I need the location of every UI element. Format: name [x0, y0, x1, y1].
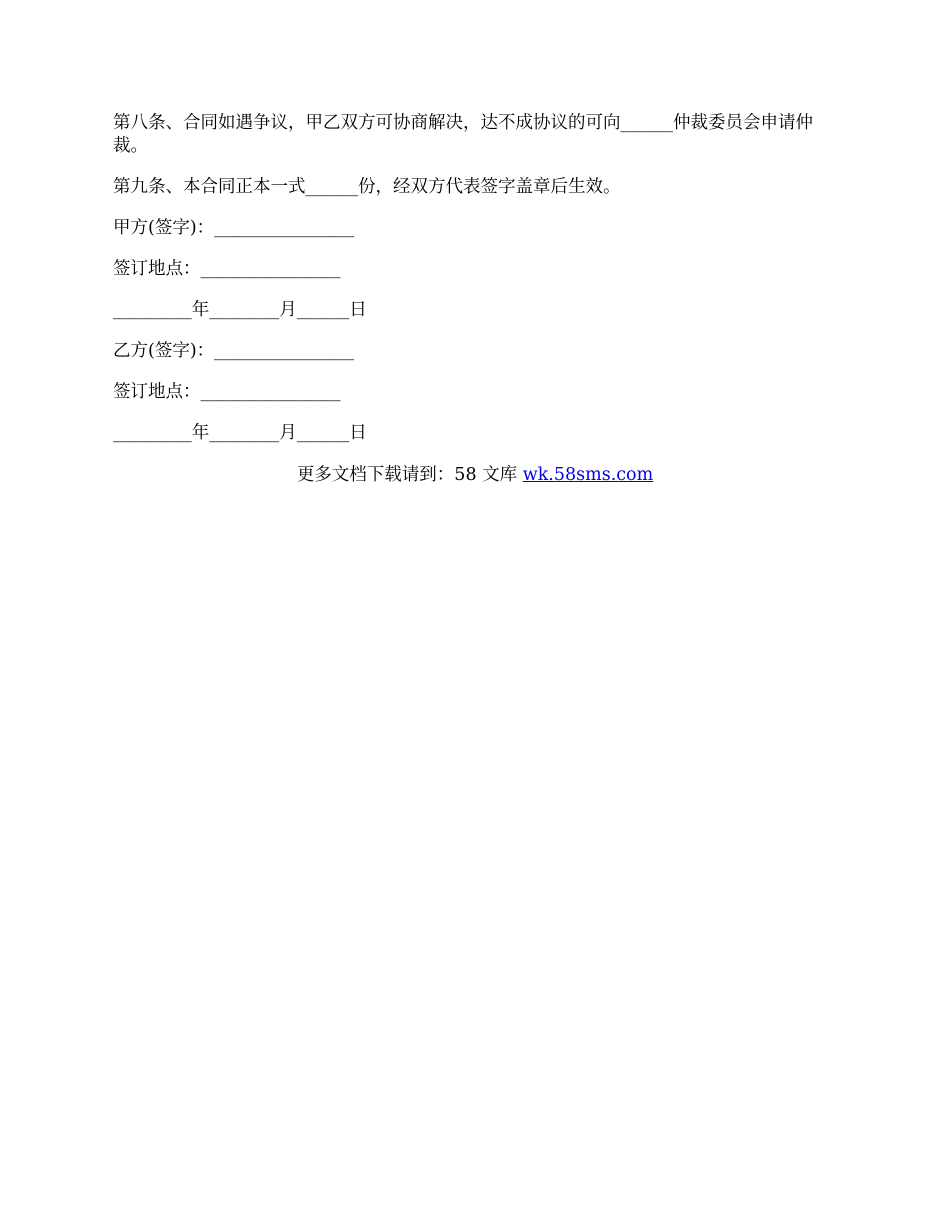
document-body — [113, 112, 841, 463]
party-a-signing-place: 签订地点：________________ — [113, 259, 341, 279]
party-a-signing-date: _________年________月______日 — [113, 300, 367, 320]
party-a-signature: 甲方(签字)：________________ — [113, 218, 355, 238]
footer-text: 更多文档下载请到：58 文库 — [296, 465, 523, 485]
clause-8: 第八条、合同如遇争议，甲乙双方可协商解决，达不成协议的可向______仲裁委员会申请仲裁。 — [113, 113, 813, 156]
party-b-signature: 乙方(签字)：________________ — [113, 341, 355, 361]
clause-9: 第九条、本合同正本一式______份，经双方代表签字盖章后生效。 — [113, 177, 621, 197]
party-b-signing-date: _________年________月______日 — [113, 423, 367, 443]
download-footer — [0, 464, 950, 487]
footer-link[interactable]: wk.58sms.com — [522, 465, 654, 485]
party-b-signing-place: 签订地点：________________ — [113, 382, 341, 402]
